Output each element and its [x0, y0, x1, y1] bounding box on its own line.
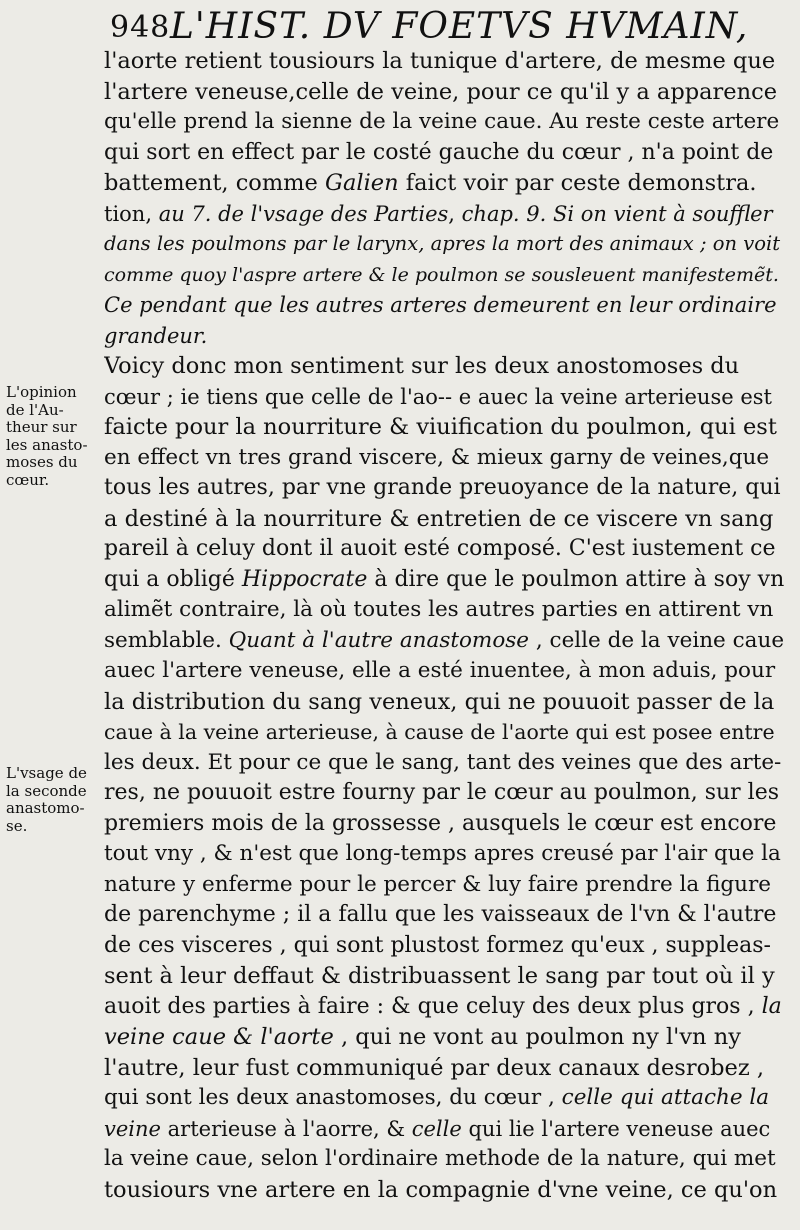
text-segment: res, ne pouuoit estre fourny par le cœur au poulmon, sur les — [104, 780, 780, 805]
text-line — [104, 473, 784, 504]
text-segment: tous les autres, par vne grande preuoyance de la nature, qui — [104, 475, 781, 500]
margin-note-line: L'opinion — [6, 383, 77, 401]
margin-note-line: anastomo- — [6, 799, 85, 817]
text-segment: nature y enferme pour le percer & luy faire prendre la figure — [104, 871, 772, 897]
text-segment: qui sont les deux anastomoses, du cœur , — [104, 1085, 562, 1110]
italic-segment: Galien — [325, 170, 399, 196]
text-line — [104, 992, 784, 1023]
italic-segment: chap. 9. Si on vient à souffler — [461, 201, 773, 226]
text-line — [104, 961, 784, 992]
text-line — [104, 199, 784, 230]
text-segment: qui sort en effect par le costé gauche du cœur , n'a point de — [104, 139, 774, 165]
margin-note-line: les anasto- — [6, 435, 88, 454]
italic-segment: au 7. de l'vsage des Parties — [158, 201, 449, 226]
text-line — [104, 77, 784, 108]
text-line — [104, 626, 784, 657]
text-segment: qui a obligé — [104, 566, 242, 592]
text-segment: premiers mois de la grossesse , ausquels le cœur est encore — [104, 810, 777, 836]
italic-segment: veine — [104, 1116, 161, 1141]
text-line — [104, 1144, 784, 1175]
text-segment: de parenchyme ; il a fallu que les vaisseaux de l'vn & l'autre — [104, 902, 777, 927]
text-segment: sent à leur deffaut & distribuassent le sang par tout où il y — [104, 963, 775, 989]
text-line — [104, 656, 784, 687]
running-title: L'HIST. DV FOETVS HVMAIN, — [170, 6, 749, 47]
text-segment: Voicy donc mon sentiment sur les deux anostomoses du — [104, 353, 740, 379]
text-segment: en effect vn tres grand viscere, & mieux garny de veines,que — [104, 444, 770, 470]
body-text — [104, 46, 784, 1205]
margin-note-line: L'vsage de — [6, 764, 87, 782]
text-segment: alimẽt contraire, là où toutes les autres parties en attirent vn — [104, 597, 774, 622]
italic-segment: grandeur. — [104, 323, 208, 348]
italic-segment: celle qui attache la — [561, 1085, 770, 1110]
page-number: 948 — [110, 10, 171, 45]
text-segment: de ces visceres , qui sont plustost formez qu'eux , suppleas- — [104, 932, 771, 958]
text-segment: semblable. — [104, 627, 229, 653]
italic-segment: Hippocrate — [241, 566, 368, 592]
text-segment: , celle de la veine caue — [529, 627, 784, 653]
italic-segment: Quant à l'autre anastomose — [228, 627, 530, 653]
text-segment: les deux. Et pour ce que le sang, tant des veines que des arte- — [104, 749, 782, 775]
margin-note-line: la seconde — [6, 781, 87, 800]
text-line — [104, 748, 784, 779]
text-line — [104, 46, 784, 77]
text-line — [104, 1053, 784, 1084]
text-segment: caue à la veine arterieuse, à cause de l'aorte qui est posee entre — [104, 720, 775, 744]
text-line — [104, 229, 784, 260]
text-line — [104, 138, 784, 169]
margin-note-line: de l'Au- — [6, 400, 64, 419]
text-line — [104, 290, 784, 321]
text-segment: la distribution du sang veneux, qui ne pouuoit passer de la — [104, 688, 775, 715]
margin-note-author-opinion — [6, 384, 102, 489]
text-segment: , qui ne vont au poulmon ny l'vn ny — [333, 1024, 741, 1050]
text-segment: tout vny , & n'est que long-temps apres creusé par l'air que la — [104, 841, 781, 866]
text-line — [104, 504, 784, 535]
text-segment: faicte pour la nourriture & viuification du poulmon, qui est — [104, 414, 777, 440]
text-segment: arterieuse à l'aorre, & — [160, 1116, 412, 1141]
text-line — [104, 1083, 784, 1114]
text-segment: auoit des parties à faire : & que celuy des deux plus gros , — [104, 993, 762, 1019]
text-segment: tousiours vne artere en la compagnie d'vne veine, ce qu'on — [104, 1176, 778, 1203]
text-line — [104, 931, 784, 962]
margin-note-line: se. — [6, 816, 28, 835]
text-line — [104, 595, 784, 626]
text-line — [104, 1022, 784, 1053]
text-line — [104, 839, 784, 870]
text-line — [104, 1175, 784, 1206]
text-segment: pareil à celuy dont il auoit esté composé. C'est iustement ce — [104, 536, 776, 561]
text-segment: faict voir par ceste demonstra. — [398, 170, 757, 196]
italic-segment: la — [761, 993, 782, 1019]
text-segment: l'autre, leur fust communiqué par deux canaux desrobez , — [104, 1054, 765, 1081]
text-line — [104, 809, 784, 840]
text-line — [104, 687, 784, 718]
text-segment: qui lie l'artere veneuse auec — [461, 1116, 771, 1141]
text-line — [104, 382, 784, 413]
italic-segment: Ce pendant que les autres arteres demeurent en leur ordinaire — [104, 293, 777, 317]
text-segment: auec l'artere veneuse, elle a esté inuentee, à mon aduis, pour — [104, 658, 776, 683]
text-segment: à dire que le poulmon attire à soy vn — [367, 566, 784, 592]
margin-note-line: moses du — [6, 453, 78, 471]
text-line — [104, 351, 784, 382]
text-segment: l'artere veneuse,celle de veine, pour ce qu'il y a apparence — [104, 78, 778, 105]
text-segment: l'aorte retient tousiours la tunique d'artere, de mesme que — [104, 48, 776, 74]
text-segment: cœur ; ie tiens que celle de l'ao-- e auec la veine arterieuse est — [104, 384, 772, 409]
page-header — [110, 6, 790, 46]
text-segment: tion, — [104, 201, 159, 226]
text-line — [104, 778, 784, 809]
text-line — [104, 717, 784, 748]
margin-note-second-anastomosis — [6, 765, 102, 835]
text-line — [104, 1114, 784, 1145]
italic-segment: comme quoy l'aspre artere & le poulmon se sousleuent manifestemẽt. — [104, 263, 779, 286]
italic-segment: celle — [411, 1116, 462, 1141]
text-segment: la veine caue, selon l'ordinaire methode de la nature, qui met — [104, 1146, 776, 1171]
text-line — [104, 260, 784, 291]
italic-segment: veine caue & l'aorte — [104, 1024, 334, 1050]
text-segment: , — [448, 201, 462, 226]
text-line — [104, 565, 784, 596]
text-line — [104, 900, 784, 931]
text-segment: qu'elle prend la sienne de la veine caue. Au reste ceste artere — [104, 109, 780, 134]
text-line — [104, 321, 784, 352]
text-line — [104, 412, 784, 443]
italic-segment: dans les poulmons par le larynx, apres la mort des animaux ; on voit — [104, 232, 781, 255]
margin-note-line: cœur. — [6, 470, 50, 489]
text-line — [104, 168, 784, 199]
text-segment: a destiné à la nourriture & entretien de ce viscere vn sang — [104, 505, 774, 532]
text-line — [104, 534, 784, 565]
text-line — [104, 107, 784, 138]
text-line — [104, 870, 784, 901]
margin-note-line: theur sur — [6, 418, 77, 436]
text-segment: battement, comme — [104, 170, 325, 196]
text-line — [104, 443, 784, 474]
